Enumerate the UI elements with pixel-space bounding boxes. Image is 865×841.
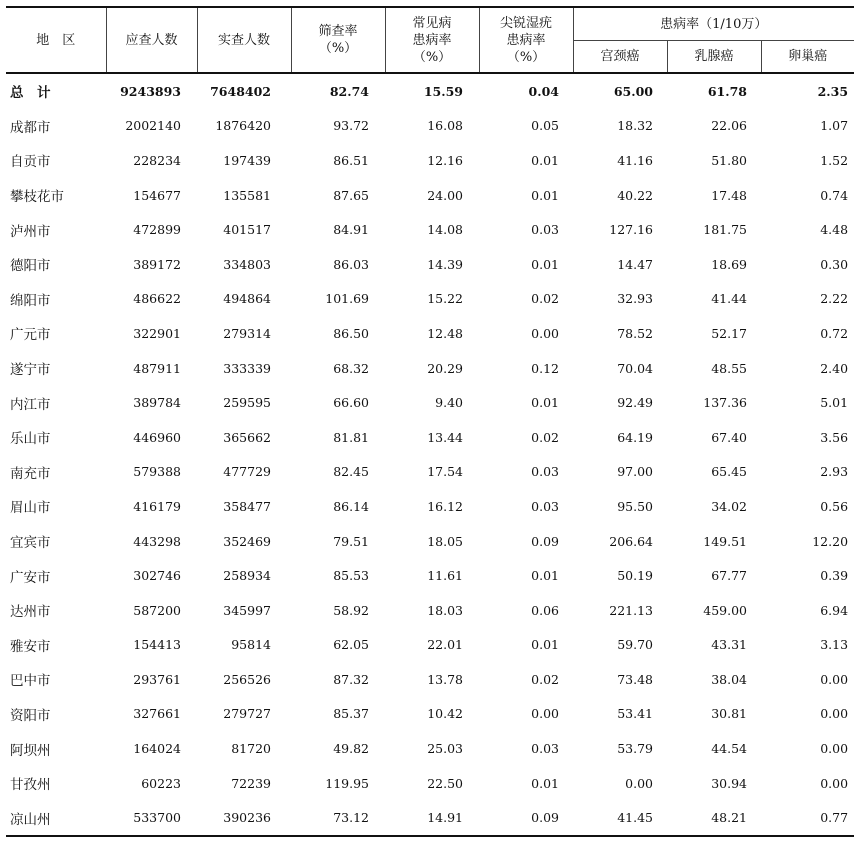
cell-screen-rate: 85.53 xyxy=(333,568,369,584)
table-row xyxy=(6,697,854,732)
cell-breast: 181.75 xyxy=(703,222,747,238)
cell-actual: 72239 xyxy=(231,775,271,791)
cell-condyloma-rate: 0.02 xyxy=(531,291,559,307)
cell-breast: 44.54 xyxy=(711,741,747,757)
cell-common-rate: 17.54 xyxy=(427,464,463,480)
table-row xyxy=(6,455,854,490)
cell-screen-rate: 79.51 xyxy=(333,533,369,549)
table-row-total xyxy=(6,73,854,109)
cell-ovarian: 1.07 xyxy=(820,118,849,134)
header-common-rate-line3: （%） xyxy=(412,49,452,65)
cell-ovarian: 2.40 xyxy=(820,360,849,376)
cell-common-rate: 18.05 xyxy=(427,533,463,549)
cell-breast: 17.48 xyxy=(711,187,747,203)
cell-breast: 48.55 xyxy=(711,360,747,376)
cell-expected: 587200 xyxy=(133,602,181,618)
table-row xyxy=(6,800,854,836)
cell-condyloma-rate: 0.01 xyxy=(531,152,559,168)
cell-condyloma-rate: 0.06 xyxy=(531,602,559,618)
cell-actual: 352469 xyxy=(223,533,271,549)
cell-expected: 389172 xyxy=(133,256,181,272)
cell-condyloma-rate: 0.03 xyxy=(531,498,559,514)
cell-actual: 81720 xyxy=(231,741,271,757)
cell-ovarian: 0.30 xyxy=(820,256,849,272)
cell-expected: 327661 xyxy=(133,706,181,722)
cell-cervical: 92.49 xyxy=(617,395,653,411)
cell-condyloma-rate: 0.01 xyxy=(531,256,559,272)
cell-ovarian: 2.93 xyxy=(820,464,849,480)
cell-screen-rate: 87.32 xyxy=(333,671,369,687)
cell-condyloma-rate: 0.09 xyxy=(531,810,559,826)
cell-condyloma-rate: 0.03 xyxy=(531,222,559,238)
cell-breast: 67.77 xyxy=(711,568,747,584)
cell-cervical: 95.50 xyxy=(617,498,653,514)
cell-breast: 65.45 xyxy=(711,464,747,480)
cell-common-rate: 15.22 xyxy=(427,291,463,307)
cell-actual: 95814 xyxy=(231,637,271,653)
cell-ovarian: 3.56 xyxy=(820,429,849,445)
cell-actual: 197439 xyxy=(223,152,271,168)
cell-common-rate: 20.29 xyxy=(427,360,463,376)
cell-screen-rate: 66.60 xyxy=(333,395,369,411)
cell-cervical: 41.45 xyxy=(617,810,653,826)
cell-condyloma-rate: 0.03 xyxy=(531,741,559,757)
cell-cervical: 14.47 xyxy=(617,256,653,272)
cell-common-rate: 22.50 xyxy=(427,775,463,791)
cell-expected: 164024 xyxy=(133,741,181,757)
cell-breast: 67.40 xyxy=(711,429,747,445)
cell-common-rate: 13.78 xyxy=(427,671,463,687)
table-row xyxy=(6,316,854,351)
cell-expected: 293761 xyxy=(133,671,181,687)
cell-ovarian: 0.72 xyxy=(820,325,849,341)
cell-actual: 390236 xyxy=(223,810,271,826)
table-row xyxy=(6,766,854,801)
cell-region: 甘孜州 xyxy=(10,777,51,794)
cell-expected: 228234 xyxy=(133,152,181,168)
table-row xyxy=(6,212,854,247)
cell-breast: 137.36 xyxy=(703,395,747,411)
header-screening-rate xyxy=(291,7,385,73)
cell-expected: 472899 xyxy=(133,222,181,238)
cell-screen-rate: 86.03 xyxy=(333,256,369,272)
header-condyloma-line1: 尖锐湿疣 xyxy=(499,15,552,31)
cell-actual: 135581 xyxy=(223,187,271,203)
cell-ovarian: 0.39 xyxy=(820,568,849,584)
cell-cervical: 78.52 xyxy=(617,325,653,341)
cell-actual: 401517 xyxy=(223,222,271,238)
table-row xyxy=(6,420,854,455)
cell-cervical: 59.70 xyxy=(617,637,653,653)
cell-condyloma-rate: 0.09 xyxy=(531,533,559,549)
cell-cervical: 127.16 xyxy=(609,222,653,238)
cell-region: 阿坝州 xyxy=(10,742,51,759)
cell-condyloma-rate: 0.05 xyxy=(531,118,559,134)
cell-expected: 446960 xyxy=(133,429,181,445)
cell-ovarian: 0.74 xyxy=(820,187,849,203)
header-common-disease-rate xyxy=(385,7,479,73)
cell-expected: 416179 xyxy=(133,498,181,514)
cell-cervical: 65.00 xyxy=(613,83,653,99)
cell-screen-rate: 86.14 xyxy=(333,498,369,514)
cell-screen-rate: 82.74 xyxy=(329,83,369,99)
cell-cervical: 206.64 xyxy=(609,533,653,549)
header-expected-count: 应查人数 xyxy=(106,7,197,73)
table-row xyxy=(6,109,854,144)
cell-ovarian: 1.52 xyxy=(820,152,849,168)
cell-expected: 60223 xyxy=(141,775,181,791)
table-row xyxy=(6,524,854,559)
cell-breast: 38.04 xyxy=(711,671,747,687)
cell-region: 自贡市 xyxy=(10,154,51,171)
cell-ovarian: 0.00 xyxy=(820,671,849,687)
cell-screen-rate: 68.32 xyxy=(333,360,369,376)
cell-screen-rate: 84.91 xyxy=(333,222,369,238)
header-prevalence-group: 患病率（1/10万） xyxy=(573,7,854,41)
cell-cervical: 0.00 xyxy=(625,775,653,791)
cell-breast: 51.80 xyxy=(711,152,747,168)
cell-region: 成都市 xyxy=(10,119,51,136)
cell-region: 广元市 xyxy=(10,327,51,344)
cell-cervical: 97.00 xyxy=(617,464,653,480)
cell-common-rate: 13.44 xyxy=(427,429,463,445)
cell-region: 雅安市 xyxy=(10,638,51,655)
header-condyloma-line3: （%） xyxy=(506,49,546,65)
cell-screen-rate: 73.12 xyxy=(333,810,369,826)
cell-screen-rate: 87.65 xyxy=(333,187,369,203)
cell-expected: 154413 xyxy=(133,637,181,653)
cell-screen-rate: 86.51 xyxy=(333,152,369,168)
cell-expected: 389784 xyxy=(133,395,181,411)
cell-common-rate: 24.00 xyxy=(427,187,463,203)
cell-region: 广安市 xyxy=(10,569,51,586)
cell-cervical: 70.04 xyxy=(617,360,653,376)
cell-region: 巴中市 xyxy=(10,673,51,690)
table-row xyxy=(6,282,854,317)
cell-ovarian: 0.56 xyxy=(820,498,849,514)
cell-common-rate: 12.48 xyxy=(427,325,463,341)
cell-ovarian: 0.00 xyxy=(820,775,849,791)
cell-breast: 30.94 xyxy=(711,775,747,791)
cell-region: 凉山州 xyxy=(10,811,51,828)
header-cervical-cancer: 宫颈癌 xyxy=(573,41,667,74)
table-row xyxy=(6,385,854,420)
cell-actual: 494864 xyxy=(223,291,271,307)
cell-condyloma-rate: 0.02 xyxy=(531,429,559,445)
cell-common-rate: 22.01 xyxy=(427,637,463,653)
cell-breast: 459.00 xyxy=(703,602,747,618)
table-row xyxy=(6,662,854,697)
cell-region: 总 计 xyxy=(10,85,51,102)
cell-region: 内江市 xyxy=(10,396,51,413)
cell-cervical: 221.13 xyxy=(609,602,653,618)
cell-screen-rate: 119.95 xyxy=(325,775,369,791)
cell-ovarian: 12.20 xyxy=(812,533,849,549)
cell-condyloma-rate: 0.01 xyxy=(531,395,559,411)
cell-region: 绵阳市 xyxy=(10,292,51,309)
cell-breast: 22.06 xyxy=(711,118,747,134)
cell-common-rate: 11.61 xyxy=(427,568,463,584)
cell-condyloma-rate: 0.02 xyxy=(531,671,559,687)
cell-screen-rate: 101.69 xyxy=(325,291,369,307)
cell-region: 泸州市 xyxy=(10,223,51,240)
cell-cervical: 73.48 xyxy=(617,671,653,687)
cell-region: 达州市 xyxy=(10,604,51,621)
cell-expected: 9243893 xyxy=(120,83,181,99)
cell-ovarian: 4.48 xyxy=(820,222,849,238)
cell-expected: 487911 xyxy=(133,360,181,376)
cell-breast: 43.31 xyxy=(711,637,747,653)
cell-actual: 365662 xyxy=(223,429,271,445)
cell-condyloma-rate: 0.12 xyxy=(531,360,559,376)
table-row xyxy=(6,247,854,282)
cell-screen-rate: 82.45 xyxy=(333,464,369,480)
cell-ovarian: 6.94 xyxy=(820,602,849,618)
cell-cervical: 41.16 xyxy=(617,152,653,168)
cell-ovarian: 0.00 xyxy=(820,706,849,722)
cell-common-rate: 25.03 xyxy=(427,741,463,757)
cell-actual: 279314 xyxy=(223,325,271,341)
cell-region: 遂宁市 xyxy=(10,362,51,379)
cell-expected: 154677 xyxy=(133,187,181,203)
cell-common-rate: 10.42 xyxy=(427,706,463,722)
screening-statistics-table xyxy=(6,6,854,837)
cell-common-rate: 14.08 xyxy=(427,222,463,238)
cell-common-rate: 14.91 xyxy=(427,810,463,826)
cell-region: 南充市 xyxy=(10,465,51,482)
table-row xyxy=(6,351,854,386)
cell-actual: 259595 xyxy=(223,395,271,411)
cell-expected: 533700 xyxy=(133,810,181,826)
cell-breast: 41.44 xyxy=(711,291,747,307)
cell-breast: 149.51 xyxy=(703,533,747,549)
cell-expected: 302746 xyxy=(133,568,181,584)
cell-common-rate: 18.03 xyxy=(427,602,463,618)
table-row xyxy=(6,143,854,178)
table-row xyxy=(6,558,854,593)
cell-region: 宜宾市 xyxy=(10,535,51,552)
cell-common-rate: 16.08 xyxy=(427,118,463,134)
cell-condyloma-rate: 0.03 xyxy=(531,464,559,480)
cell-screen-rate: 93.72 xyxy=(333,118,369,134)
cell-screen-rate: 81.81 xyxy=(333,429,369,445)
cell-ovarian: 5.01 xyxy=(820,395,849,411)
table-row xyxy=(6,731,854,766)
cell-condyloma-rate: 0.01 xyxy=(531,187,559,203)
cell-region: 资阳市 xyxy=(10,707,51,724)
cell-condyloma-rate: 0.01 xyxy=(531,637,559,653)
cell-common-rate: 9.40 xyxy=(435,395,463,411)
cell-screen-rate: 86.50 xyxy=(333,325,369,341)
cell-cervical: 64.19 xyxy=(617,429,653,445)
cell-breast: 18.69 xyxy=(711,256,747,272)
table-row xyxy=(6,489,854,524)
cell-cervical: 32.93 xyxy=(617,291,653,307)
header-screening-rate-line2: （%） xyxy=(318,41,358,56)
cell-actual: 333339 xyxy=(223,360,271,376)
header-breast-cancer: 乳腺癌 xyxy=(667,41,761,74)
cell-common-rate: 12.16 xyxy=(427,152,463,168)
header-condyloma-rate xyxy=(479,7,573,73)
cell-condyloma-rate: 0.01 xyxy=(531,775,559,791)
cell-region: 眉山市 xyxy=(10,500,51,517)
cell-condyloma-rate: 0.04 xyxy=(528,83,559,99)
header-common-rate-line2: 患病率 xyxy=(412,32,452,48)
cell-actual: 256526 xyxy=(223,671,271,687)
table-row xyxy=(6,628,854,663)
header-condyloma-line2: 患病率 xyxy=(506,32,546,48)
cell-actual: 477729 xyxy=(223,464,271,480)
table-row xyxy=(6,593,854,628)
cell-actual: 7648402 xyxy=(210,83,271,99)
cell-actual: 345997 xyxy=(223,602,271,618)
cell-expected: 443298 xyxy=(133,533,181,549)
cell-breast: 52.17 xyxy=(711,325,747,341)
cell-expected: 2002140 xyxy=(125,118,181,134)
cell-region: 乐山市 xyxy=(10,431,51,448)
cell-expected: 322901 xyxy=(133,325,181,341)
cell-cervical: 53.79 xyxy=(617,741,653,757)
header-screening-rate-line1: 筛查率 xyxy=(318,24,358,39)
cell-ovarian: 0.00 xyxy=(820,741,849,757)
table-header xyxy=(6,7,854,73)
cell-common-rate: 16.12 xyxy=(427,498,463,514)
cell-cervical: 53.41 xyxy=(617,706,653,722)
cell-screen-rate: 49.82 xyxy=(333,741,369,757)
cell-screen-rate: 85.37 xyxy=(333,706,369,722)
table-body xyxy=(6,73,854,836)
cell-common-rate: 15.59 xyxy=(423,83,463,99)
cell-common-rate: 14.39 xyxy=(427,256,463,272)
cell-condyloma-rate: 0.00 xyxy=(531,325,559,341)
cell-ovarian: 0.77 xyxy=(820,810,849,826)
cell-cervical: 40.22 xyxy=(617,187,653,203)
cell-actual: 279727 xyxy=(223,706,271,722)
header-actual-count: 实查人数 xyxy=(197,7,291,73)
cell-ovarian: 2.35 xyxy=(817,83,849,99)
header-region: 地 区 xyxy=(6,7,106,73)
cell-actual: 358477 xyxy=(223,498,271,514)
cell-breast: 30.81 xyxy=(711,706,747,722)
cell-breast: 34.02 xyxy=(711,498,747,514)
cell-expected: 579388 xyxy=(133,464,181,480)
cell-expected: 486622 xyxy=(133,291,181,307)
cell-screen-rate: 58.92 xyxy=(333,602,369,618)
cell-cervical: 50.19 xyxy=(617,568,653,584)
cell-region: 攀枝花市 xyxy=(10,189,64,206)
cell-breast: 61.78 xyxy=(707,83,747,99)
cell-actual: 258934 xyxy=(223,568,271,584)
header-ovarian-cancer: 卵巢癌 xyxy=(788,49,828,64)
cell-ovarian: 3.13 xyxy=(820,637,849,653)
cell-screen-rate: 62.05 xyxy=(333,637,369,653)
table-row xyxy=(6,178,854,213)
header-common-rate-line1: 常见病 xyxy=(412,15,452,31)
cell-region: 德阳市 xyxy=(10,258,51,275)
cell-condyloma-rate: 0.01 xyxy=(531,568,559,584)
cell-breast: 48.21 xyxy=(711,810,747,826)
cell-condyloma-rate: 0.00 xyxy=(531,706,559,722)
cell-ovarian: 2.22 xyxy=(820,291,849,307)
cell-actual: 334803 xyxy=(223,256,271,272)
cell-cervical: 18.32 xyxy=(617,118,653,134)
cell-actual: 1876420 xyxy=(215,118,271,134)
